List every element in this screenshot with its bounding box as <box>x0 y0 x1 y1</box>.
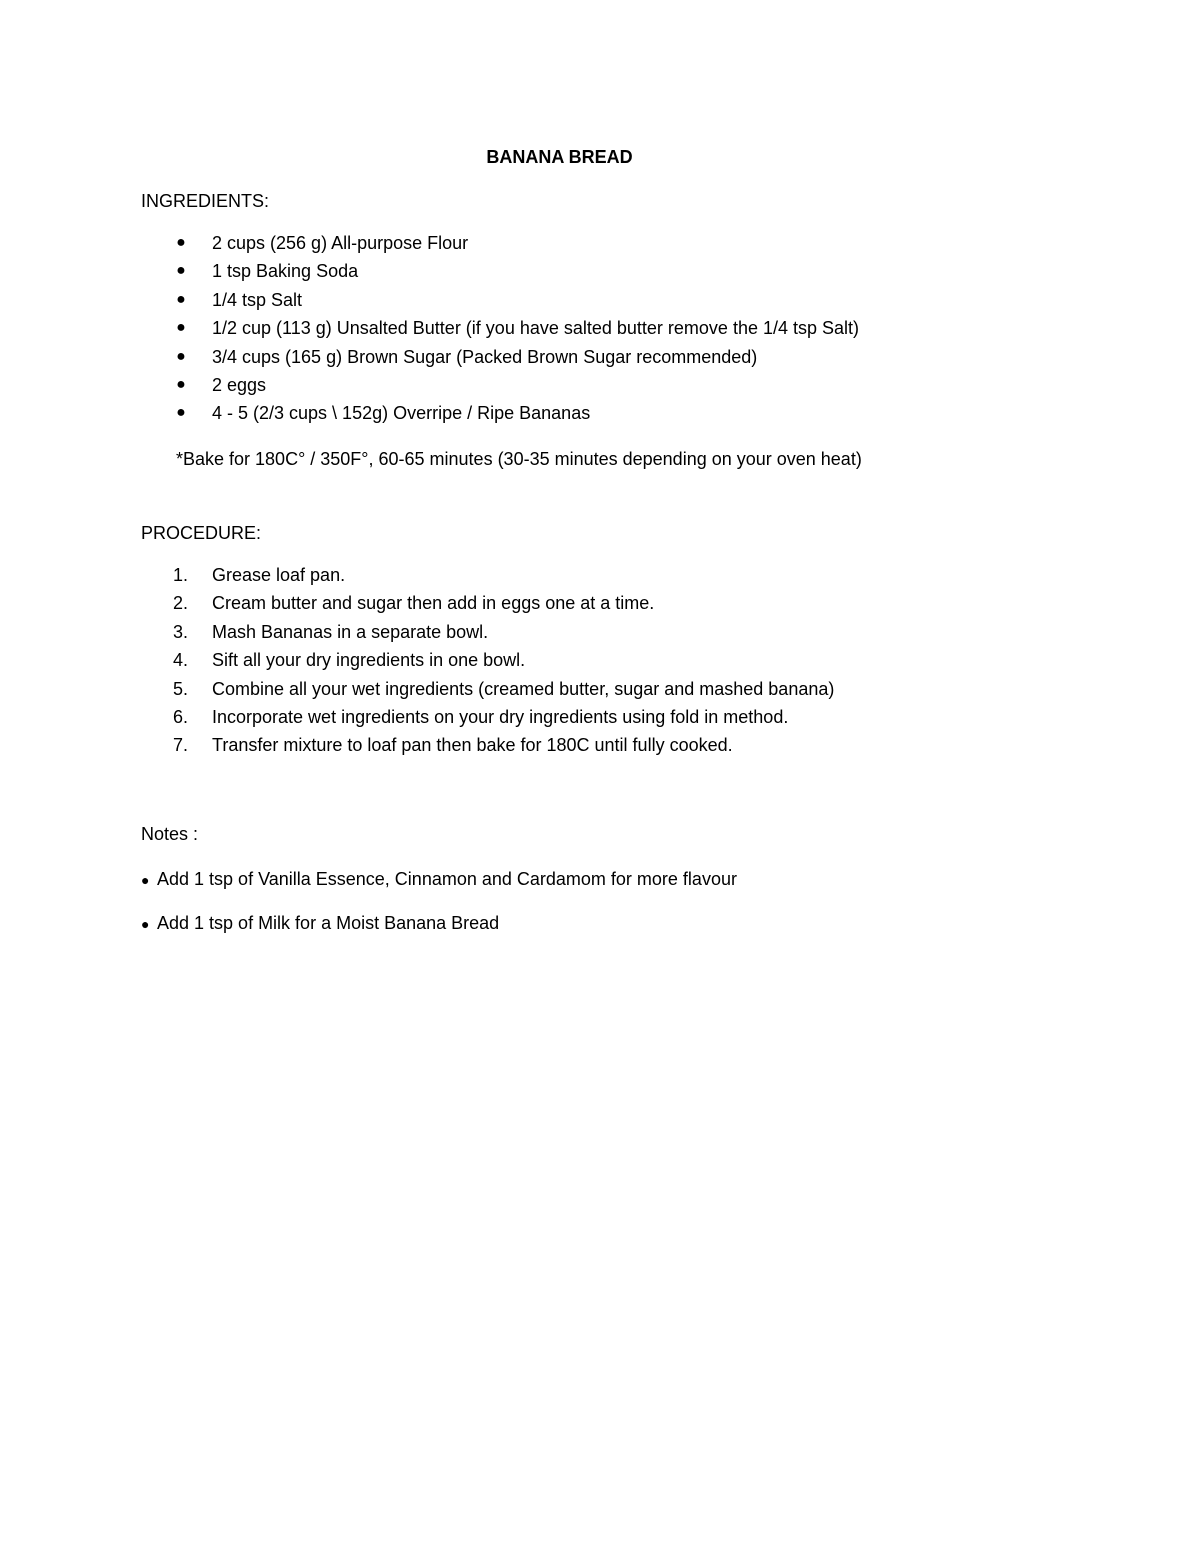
bullet-icon: ● <box>176 347 186 365</box>
bullet-icon: ● <box>176 319 186 337</box>
note-item: ● Add 1 tsp of Vanilla Essence, Cinnamon and Cardamom for more flavour <box>141 867 737 892</box>
notes-heading: Notes : <box>141 824 199 844</box>
recipe-title: BANANA BREAD <box>486 147 633 167</box>
bullet-icon: ● <box>141 916 150 932</box>
bullet-icon: ● <box>141 872 150 888</box>
bullet-icon: ● <box>176 404 186 422</box>
bullet-icon: ● <box>176 234 186 251</box>
document-page: BANANA BREAD INGREDIENTS: ● 2 cups (256 g) All-purpose Flour ● 1 tsp Baking Soda ● 1/4 tsp Salt ● 1/2 cup (113 g) Unsalted Butter (if you have salted butter remove the 1/4 tsp Salt) ● 3/4 cups (165 g) Brown Sugar (Packed Brown Sugar recommended) ● 2 eggs ● 4 - 5 (2/3 cups \ 152g) Overripe / Ripe Bananas *Bake for 180C° / 350F°, 60-65 minutes (30-35 minutes depending on your oven heat) PROCEDURE: 1. Grease loaf pan. 2. Cream butter and sugar then add in eggs one at a time. 3. Mash Bananas in a separate bowl. 4. Sift all your dry ingredients in one bowl. 5. Combine all your wet ingredients (creamed butter, sugar and mashed banana) 6. Incorporate wet ingredients on your dry ingredients using fold in method. 7. Transfer mixture to loaf pan then bake for 180C until fully cooked. Notes : ● Add 1 tsp of Vanilla Essence, Cinnamon and Cardamom for more flavour ● Add 1 tsp of Milk for a Moist Banana Bread <box>0 0 1200 1553</box>
bullet-icon: ● <box>176 262 186 280</box>
note-item: ● Add 1 tsp of Milk for a Moist Banana Bread <box>141 911 499 936</box>
bake-note: *Bake for 180C° / 350F°, 60-65 minutes (30-35 minutes depending on your oven heat) <box>176 449 862 469</box>
ingredients-heading: INGREDIENTS: <box>141 191 270 211</box>
bullet-icon: ● <box>176 375 186 393</box>
bullet-icon: ● <box>176 290 186 308</box>
procedure-heading: PROCEDURE: <box>141 523 262 543</box>
